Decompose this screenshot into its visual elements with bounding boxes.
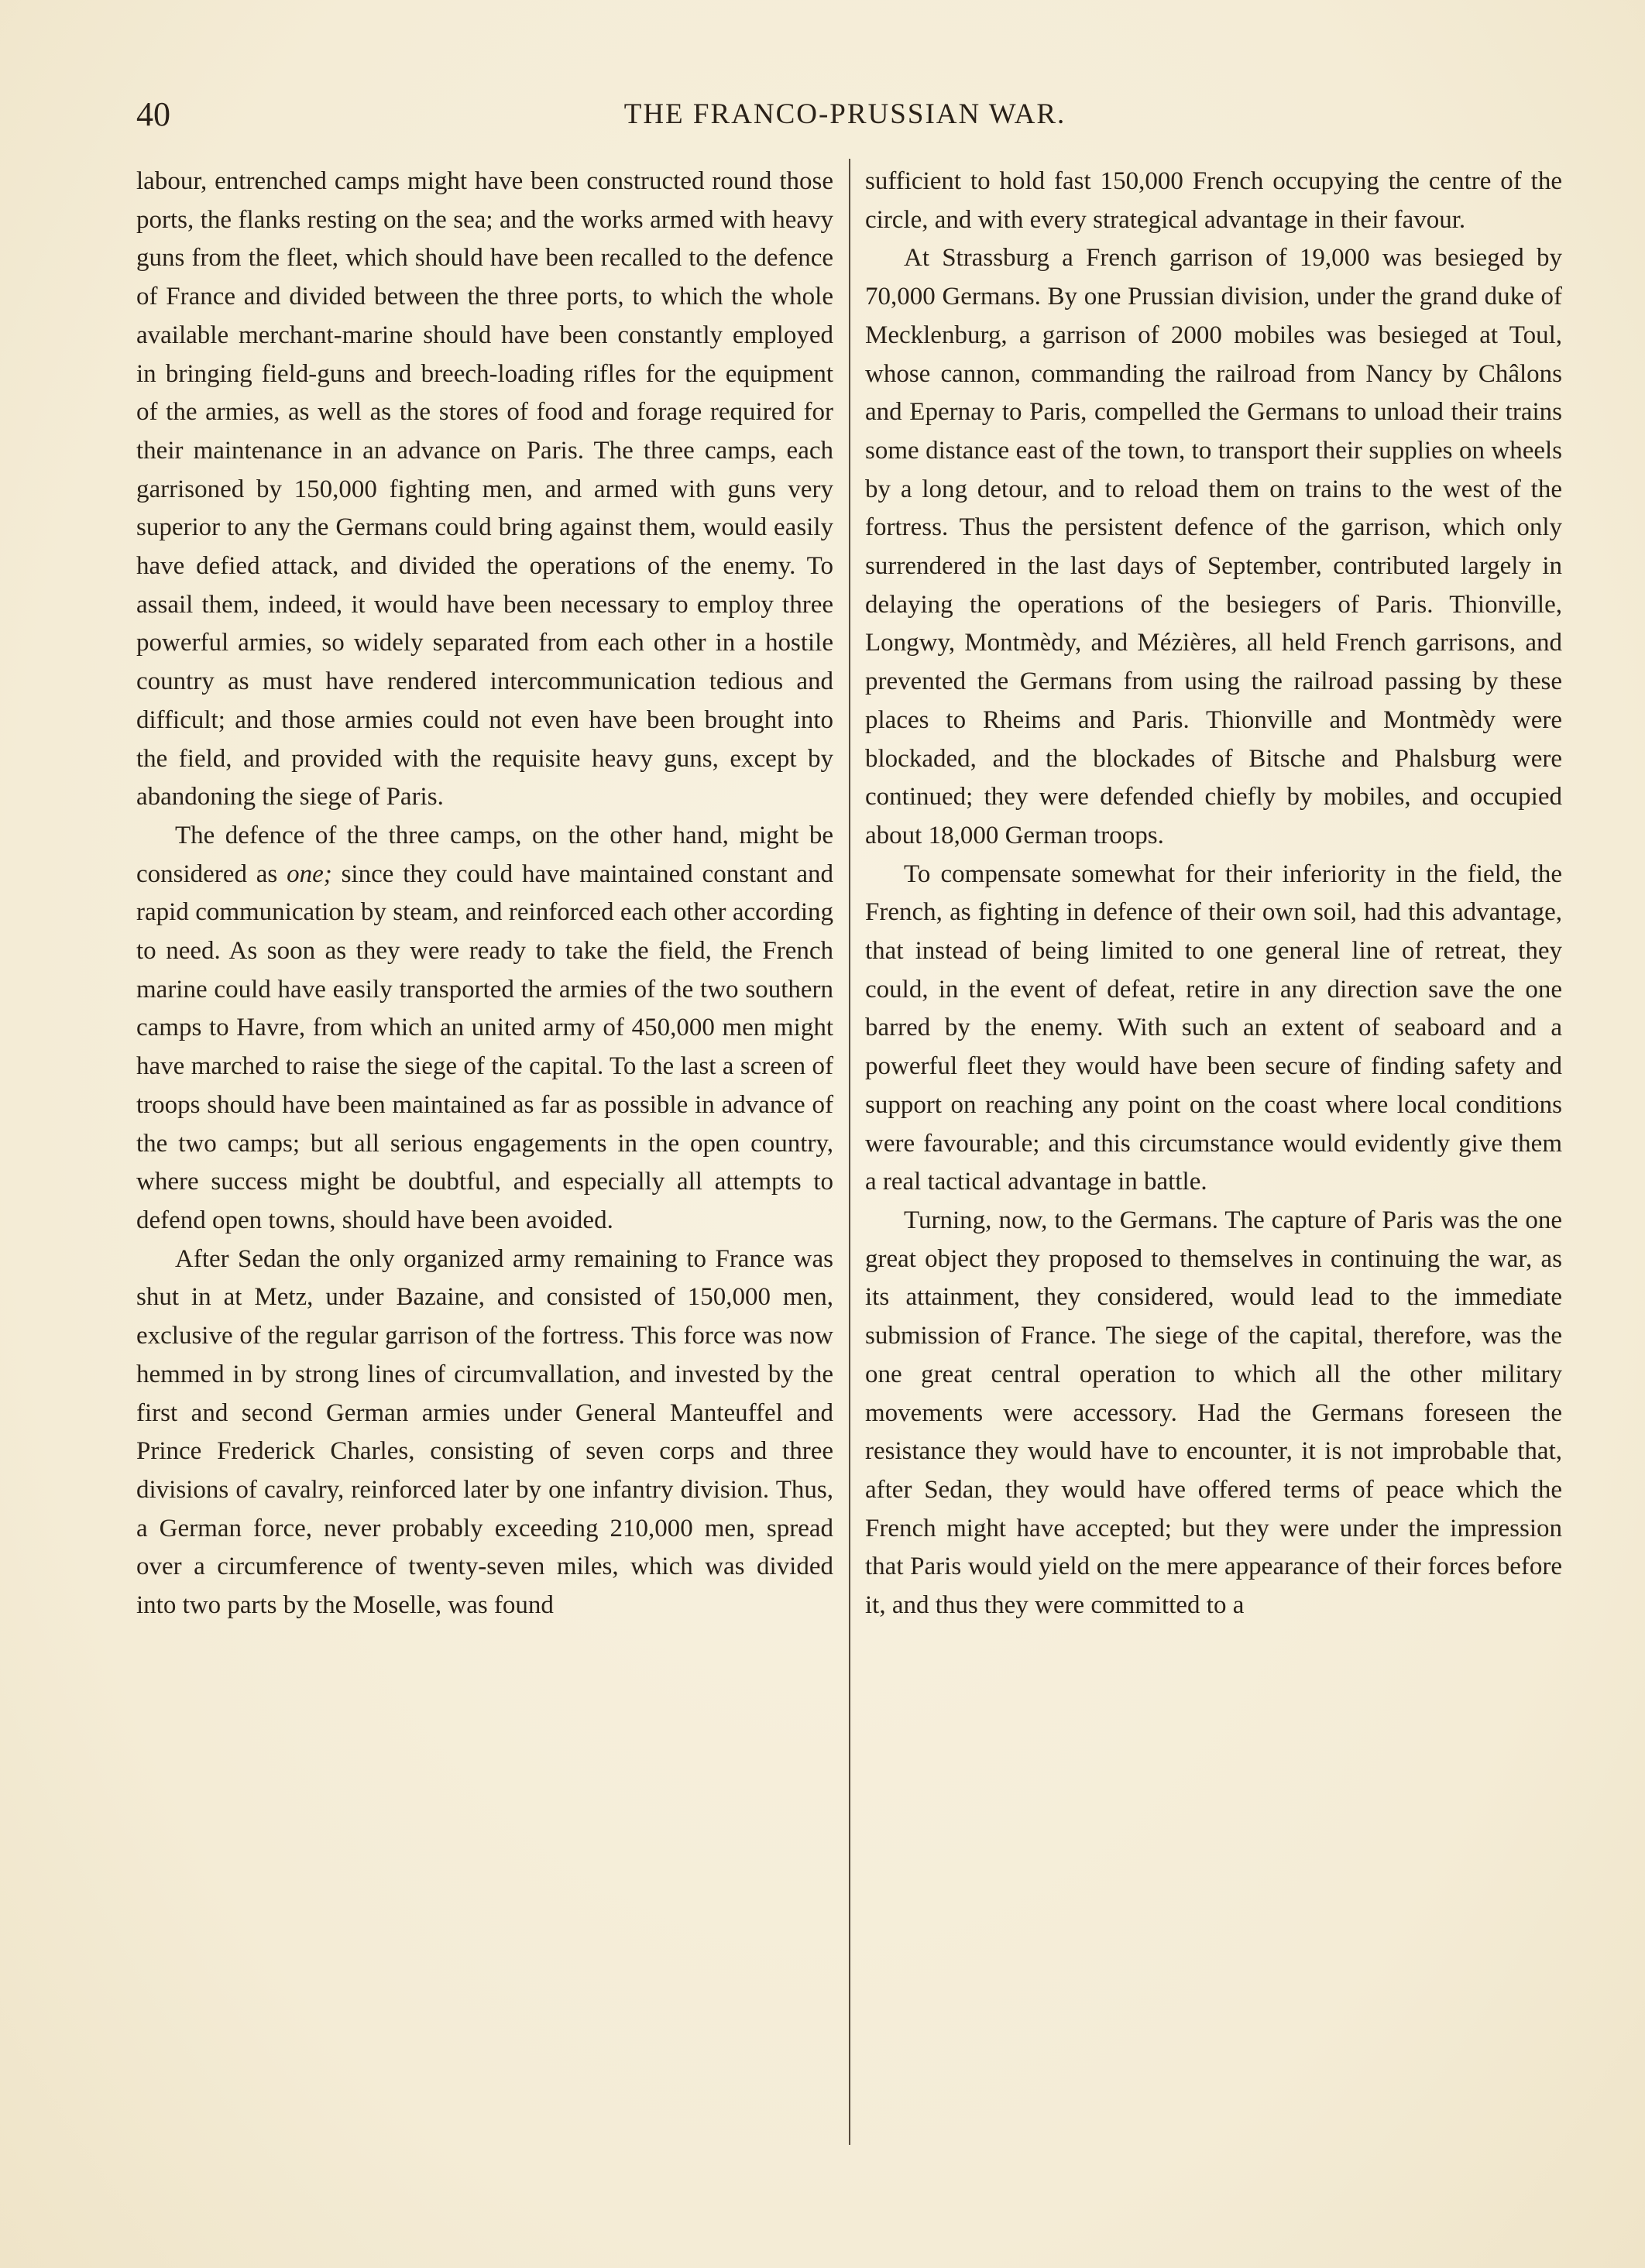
page-number: 40 (136, 95, 170, 133)
page-header (136, 91, 1554, 138)
left-paragraph-3: After Sedan the only organized army remaining to France was shut in at Metz, under Bazaine, and consisted of 150,000 men, exclusive of the regular garrison of the fortress. This force was now hemmed in by strong lines of circumvallation, and invested by the first and second German armies under General Manteuffel and Prince Frederick Charles, consisting of seven corps and three divisions of cavalry, reinforced later by one infantry division. Thus, a German force, never probably exceeding 210,000 men, spread over a circumference of twenty-seven miles, which was divided into two parts by the Moselle, was found (136, 1244, 833, 1620)
right-paragraph-1: sufficient to hold fast 150,000 French occupying the centre of the circle, and with every strategical advantage in their favour. (865, 167, 1562, 234)
right-paragraph-3: To compensate somewhat for their inferiority in the field, the French, as fighting in defence of their own soil, had this advantage, that instead of being limited to one general line of retreat, they could, in the event of defeat, retire in any direction save the one barred by the enemy. With such an extent of seaboard and a powerful fleet they would have been secure of finding safety and support on reaching any point on the coast where local conditions were favourable; and this circumstance would evidently give them a real tactical advantage in battle. (865, 860, 1562, 1196)
left-paragraph-2 (136, 817, 833, 1240)
right-paragraph-2: At Strassburg a French garrison of 19,000 was besieged by 70,000 Germans. By one Prussian division, under the grand duke of Mecklenburg, a garrison of 2000 mobiles was besieged at Toul, whose cannon, commanding the railroad from Nancy by Châlons and Epernay to Paris, compelled the Germans to unload their trains some distance east of the town, to transport their supplies on wheels by a long detour, and to reload them on trains to the west of the fortress. Thus the persistent defence of the garrison, which only surrendered in the last days of September, contributed largely in delaying the operations of the besiegers of Paris. Thionville, Longwy, Montmèdy, and Mézières, all held French garrisons, and prevented the Germans from using the railroad passing by these places to Rheims and Paris. Thionville and Montmèdy were blockaded, and the blockades of Bitsche and Phalsburg were continued; they were defended chiefly by mobiles, and occupied about 18,000 German troops. (865, 244, 1562, 849)
left-paragraph-1: labour, entrenched camps might have been constructed round those ports, the flanks resting on the sea; and the works armed with heavy guns from the fleet, which should have been recalled to the defence of France and divided between the three ports, to which the whole available merchant-marine should have been constantly employed in bringing field-guns and breech-loading rifles for the equipment of the armies, as well as the stores of food and forage required for their maintenance in an advance on Paris. The three camps, each garrisoned by 150,000 fighting men, and armed with guns very superior to any the Germans could bring against them, would easily have defied attack, and divided the operations of the enemy. To assail them, indeed, it would have been necessary to employ three powerful armies, so widely separated from each other in a hostile country as must have rendered intercommunication tedious and difficult; and those armies could not even have been brought into the field, and provided with the requisite heavy guns, except by abandoning the siege of Paris. (136, 167, 833, 811)
right-paragraph-4: Turning, now, to the Germans. The capture of Paris was the one great object they proposed to themselves in continuing the war, as its attainment, they considered, would lead to the immediate submission of France. The siege of the capital, therefore, was the one great central operation to which all the other military movements were accessory. Had the Germans foreseen the resistance they would have to encounter, it is not improbable that, after Sedan, they would have offered terms of peace which the French might have accepted; but they were under the impression that Paris would yield on the mere appearance of their forces before it, and thus they were committed to a (865, 1206, 1562, 1620)
right-column (865, 163, 1562, 1625)
left-paragraph-2-start: The defence of the three camps, on the other hand, might be considered as (136, 821, 833, 888)
running-title: THE FRANCO-PRUSSIAN WAR. (623, 98, 1066, 130)
left-paragraph-2-end: since they could have maintained constant and rapid communication by steam, and reinforced each other according to need. As soon as they were ready to take the field, the French marine could have easily transported the armies of the two southern camps to Havre, from which an united army of 450,000 men might have marched to raise the siege of the capital. To the last a screen of troops should have been maintained as far as possible in advance of the two camps; but all serious engagements in the open country, where success might be doubtful, and especially all attempts to defend open towns, should have been avoided. (136, 860, 833, 1234)
left-column (136, 163, 833, 1625)
left-paragraph-2-emphasis: one; (287, 860, 332, 888)
column-divider (849, 159, 850, 2145)
